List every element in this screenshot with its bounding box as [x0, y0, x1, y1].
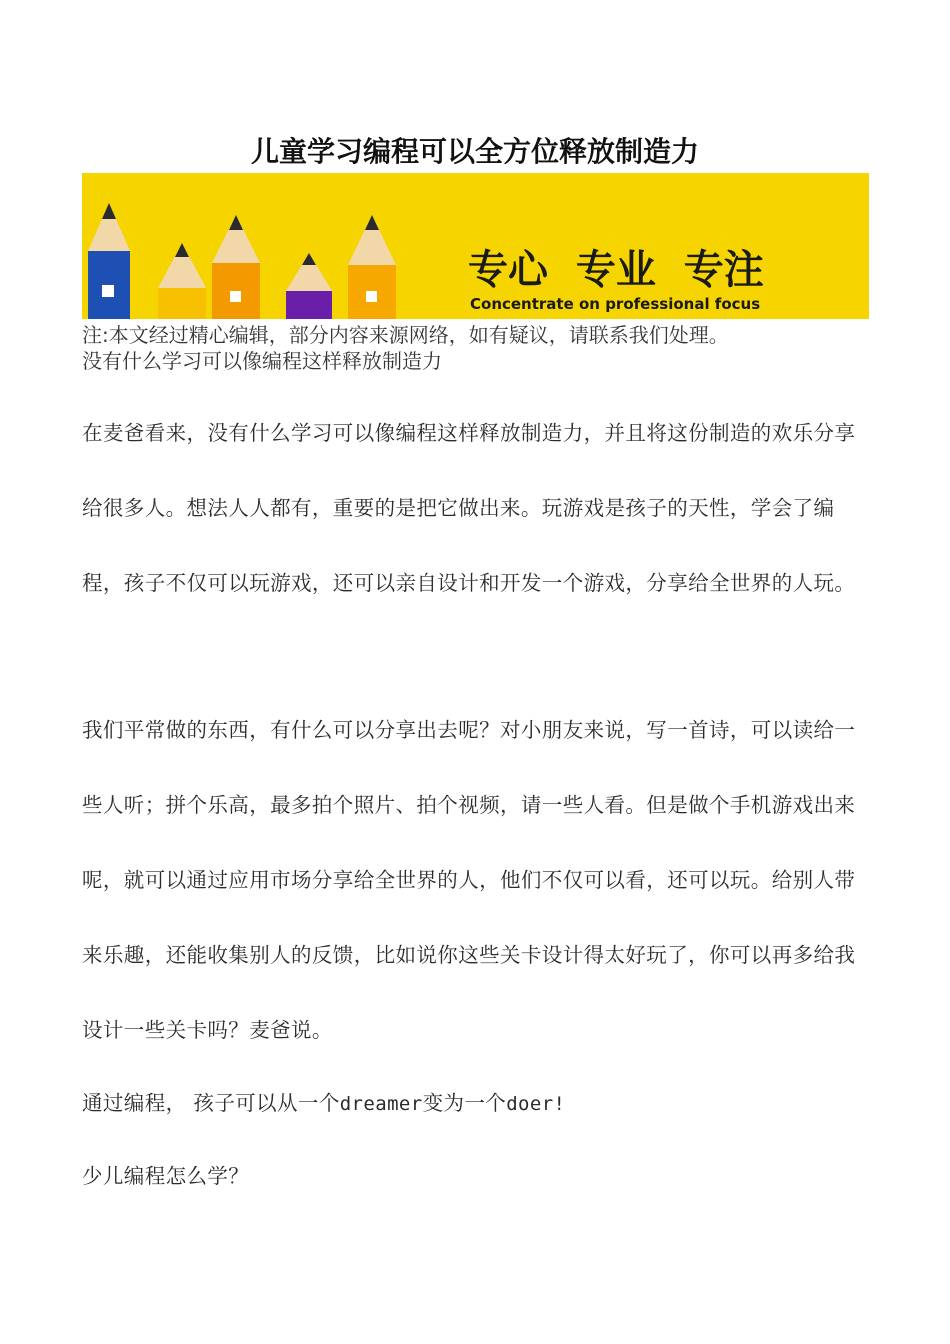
paragraph-dreamer-doer	[82, 1066, 872, 1142]
text-segment: 变为一个	[422, 1091, 507, 1115]
editor-note	[82, 322, 882, 374]
paragraph: 我们平常做的东西，有什么可以分享出去呢？对小朋友来说，写一首诗，可以读给一些人听；拼个乐高，最多拍个照片、拍个视频，请一些人看。但是做个手机游戏出来呢，就可以通过应用市场分享给全世界的人，他们不仅可以看，还可以玩。给别人带来乐趣，还能收集别人的反馈，比如说你这些关卡设计得太好玩了，你可以再多给我设计一些关卡吗？麦爸说。	[82, 718, 856, 1042]
text-segment: doer!	[506, 1093, 566, 1115]
banner-heading: 专心 专业 专注	[468, 247, 764, 293]
banner-subheading: Concentrate on professional focus	[470, 295, 761, 313]
note-line: 没有什么学习可以像编程这样释放制造力	[82, 349, 442, 373]
banner-image	[82, 173, 869, 319]
section-question: 少儿编程怎么学？	[82, 1164, 250, 1188]
paragraph: 在麦爸看来，没有什么学习可以像编程这样释放制造力，并且将这份制造的欢乐分享给很多人。想法人人都有，重要的是把它做出来。玩游戏是孩子的天性，学会了编程，孩子不仅可以玩游戏，还可以亲自设计和开发一个游戏，分享给全世界的人玩。	[82, 421, 856, 595]
document-title: 儿童学习编程可以全方位释放制造力	[250, 135, 699, 168]
text-segment: dreamer	[339, 1093, 423, 1115]
note-line: 注:本文经过精心编辑，部分内容来源网络，如有疑议，请联系我们处理。	[82, 323, 729, 347]
text-segment: 通过编程， 孩子可以从一个	[82, 1091, 340, 1115]
